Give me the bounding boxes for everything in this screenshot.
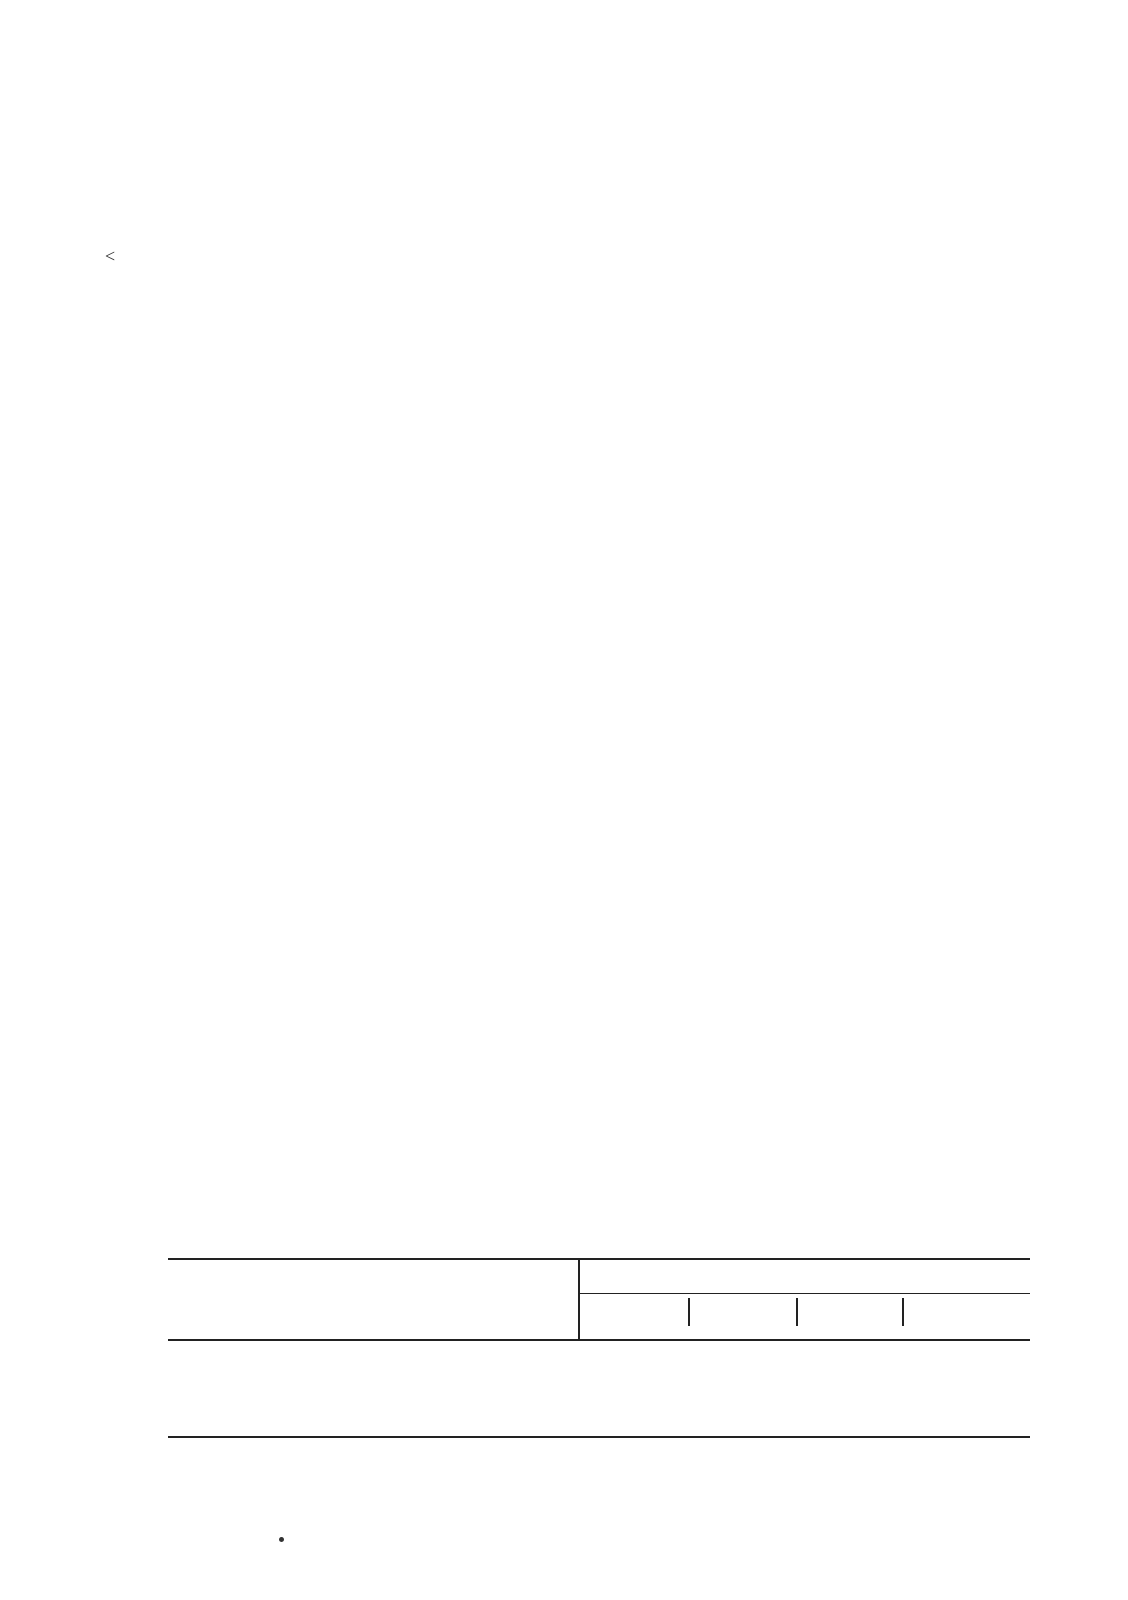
column-separator bbox=[688, 1298, 690, 1326]
column-separator bbox=[902, 1298, 904, 1326]
table-top-rule bbox=[168, 1258, 1030, 1260]
column-separator bbox=[796, 1298, 798, 1326]
table-header-bottom-rule bbox=[168, 1339, 1030, 1341]
table-header-separator bbox=[578, 1258, 580, 1339]
scan-speck bbox=[279, 1537, 284, 1542]
margin-mark: ˂ bbox=[105, 246, 116, 266]
table-bottom-rule bbox=[168, 1436, 1030, 1438]
table-subheader-rule bbox=[580, 1293, 1030, 1294]
